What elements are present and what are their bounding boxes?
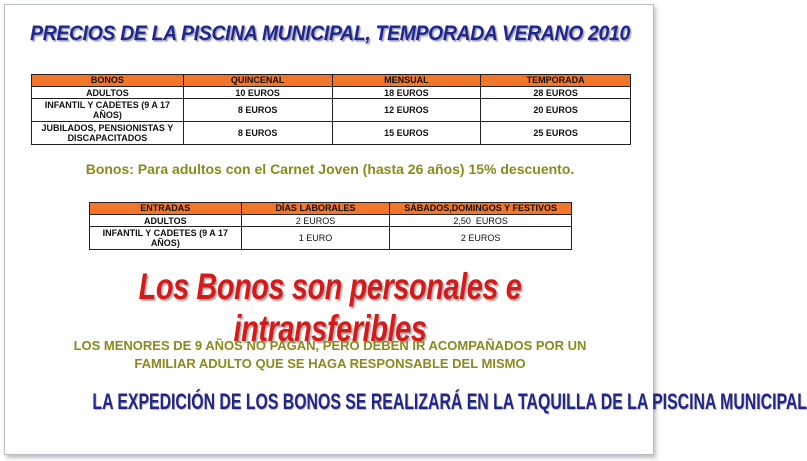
table-cell: 10 EUROS <box>183 87 332 99</box>
table-header-row <box>90 203 572 215</box>
bonos-price-table <box>31 74 631 145</box>
row-label: INFANTIL Y CADETES (9 A 17 AÑOS) <box>90 227 242 250</box>
column-header-bonos: BONOS <box>32 75 184 87</box>
row-label: ADULTOS <box>32 87 184 99</box>
table-cell: 25 EUROS <box>481 122 631 145</box>
table-cell: 15 EUROS <box>332 122 481 145</box>
table-cell: 1 EURO <box>241 227 390 250</box>
table-row <box>32 122 631 145</box>
row-label: INFANTIL Y CADETES (9 A 17 AÑOS) <box>32 99 184 122</box>
table-cell: 18 EUROS <box>332 87 481 99</box>
table-cell: 28 EUROS <box>481 87 631 99</box>
table-row <box>90 227 572 250</box>
column-header-entradas: ENTRADAS <box>90 203 242 215</box>
entradas-price-table <box>89 202 572 250</box>
table-row <box>32 87 631 99</box>
poster-title: PRECIOS DE LA PISCINA MUNICIPAL, TEMPORADA VERANO 2010 <box>30 22 630 45</box>
table-cell: 2 EUROS <box>241 215 390 227</box>
table-cell: 12 EUROS <box>332 99 481 122</box>
menores-notice <box>30 337 630 373</box>
column-header-temporada: TEMPORADA <box>481 75 631 87</box>
table-row <box>90 215 572 227</box>
row-label: JUBILADOS, PENSIONISTAS Y DISCAPACITADOS <box>32 122 184 145</box>
column-header-dias-laborales: DÍAS LABORALES <box>241 203 390 215</box>
table-row <box>32 99 631 122</box>
carnet-joven-discount-note: Bonos: Para adultos con el Carnet Joven (hasta 26 años) 15% descuento. <box>85 161 575 177</box>
column-header-mensual: MENSUAL <box>332 75 481 87</box>
table-cell: 2,50 EUROS <box>390 215 572 227</box>
table-cell: 2 EUROS <box>390 227 572 250</box>
menores-notice-line-1: LOS MENORES DE 9 AÑOS NO PAGAN, PERO DEBEN IR ACOMPAÑADOS POR UN <box>73 338 587 353</box>
expedicion-notice: LA EXPEDICIÓN DE LOS BONOS SE REALIZARÁ EN LA TAQUILLA DE LA PISCINA MUNICIPAL <box>92 389 807 414</box>
table-cell: 8 EUROS <box>183 122 332 145</box>
table-cell: 20 EUROS <box>481 99 631 122</box>
table-cell: 8 EUROS <box>183 99 332 122</box>
column-header-fines-de-semana: SÁBADOS,DOMINGOS Y FESTIVOS <box>390 203 572 215</box>
column-header-quincenal: QUINCENAL <box>183 75 332 87</box>
row-label: ADULTOS <box>90 215 242 227</box>
table-header-row <box>32 75 631 87</box>
menores-notice-line-2: FAMILIAR ADULTO QUE SE HAGA RESPONSABLE DEL MISMO <box>134 356 526 371</box>
bonos-personales-banner: Los Bonos son personales e intransferibles <box>138 266 522 349</box>
